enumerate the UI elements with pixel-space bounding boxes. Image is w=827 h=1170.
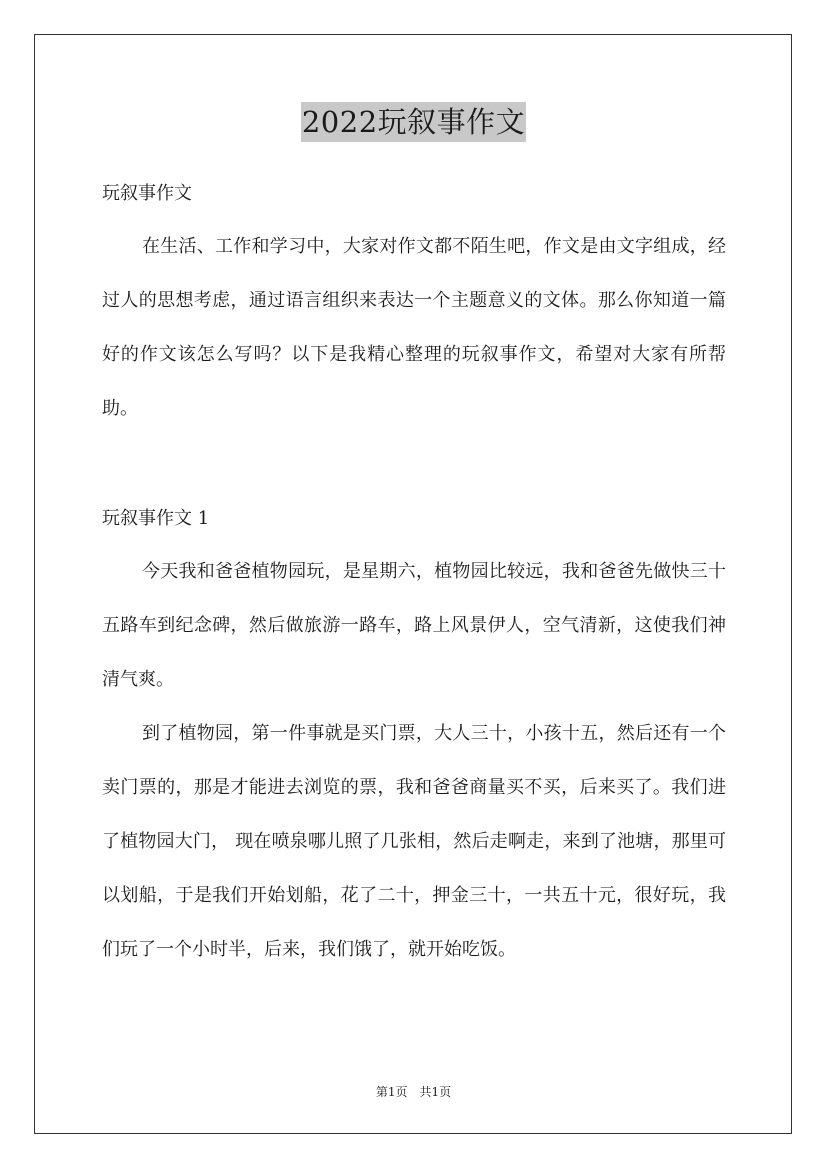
title-container [0,102,827,142]
document-title: 2022玩叙事作文 [301,102,526,142]
essay-paragraph-1: 今天我和爸爸植物园玩，是星期六，植物园比较远，我和爸爸先做快三十五路车到纪念碑，然后做旅游一路车，路上风景伊人，空气清新，这使我们神清气爽。 [102,561,726,690]
essay-heading: 玩叙事作文 1 [102,508,210,529]
page-footer: 第1页 共1页 [375,1085,452,1099]
intro-heading: 玩叙事作文 [102,183,192,204]
intro-paragraph: 在生活、工作和学习中，大家对作文都不陌生吧，作文是由文字组成，经过人的思想考虑，通过语言组织来表达一个主题意义的文体。那么你知道一篇好的作文该怎么写吗？以下是我精心整理的玩叙事作文，希望对大家有所帮助。 [102,236,726,419]
essay-paragraph-2: 到了植物园，第一件事就是买门票，大人三十，小孩十五，然后还有一个卖门票的，那是才能进去浏览的票，我和爸爸商量买不买，后来买了。我们进了植物园大门， 现在喷泉哪儿照了几张相，然后走啊走，来到了池塘，那里可以划船，于是我们开始划船，花了二十，押金三十，一共五十元，很好玩，我们玩了一个小时半，后来，我们饿了，就开始吃饭。 [102,723,726,960]
